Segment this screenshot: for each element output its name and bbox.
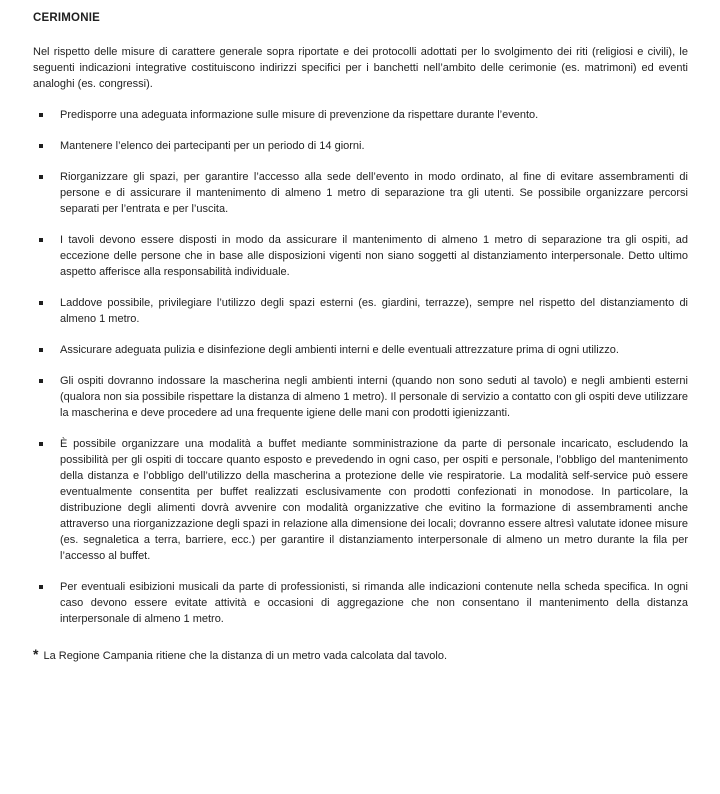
list-item-5: [33, 295, 688, 327]
list-item-9: [33, 579, 688, 627]
list-item-text: Predisporre una adeguata informazione sulle misure di prevenzione da rispettare durante l’evento.: [60, 109, 539, 121]
list-item-text: Mantenere l’elenco dei partecipanti per un periodo di 14 giorni.: [60, 140, 365, 152]
bullet-cell: [33, 579, 60, 627]
list-item-1: [33, 107, 688, 123]
list-item-8: [33, 436, 688, 564]
list-item-text: Laddove possibile, privilegiare l’utilizzo degli spazi esterni (es. giardini, terrazze), sempre nel rispetto del distanziamento di almeno 1 metro.: [60, 297, 688, 325]
bullet-cell: [33, 169, 60, 217]
list-item-text: È possibile organizzare una modalità a buffet mediante somministrazione da parte di personale incaricato, escludendo la possibilità per gli ospiti di toccare quanto esposto e prevedendo in ogni caso, per ospiti e personale, l’obbligo del mantenimento della distanza e l’obbligo dell’utilizzo della mascherina a protezione delle vie respiratorie. La modalità self-service può essere eventualmente consentita per buffet realizzati esclusivamente con prodotti confezionati in monodose. In particolare, la distribuzione degli alimenti dovrà avvenire con modalità organizzative che evitino la formazione di assembramenti anche attraverso una riorganizzazione degli spazi in relazione alla dimensione dei locali; dovranno essere altresì valutate idonee misure (es. segnaletica a terra, barriere, ecc.) per garantire il distanziamento interpersonale di almeno un metro durante la fila per l’accesso al buffet.: [60, 438, 688, 562]
footnote-asterisk-icon: *: [33, 646, 39, 662]
bullet-cell: [33, 342, 60, 358]
list-item-text: Gli ospiti dovranno indossare la mascherina negli ambienti interni (quando non sono seduti al tavolo) e negli ambienti esterni (qualora non sia possibile rispettare la distanza di almeno 1 metro). Il personale di servizio a contatto con gli ospiti deve utilizzare la mascherina e deve procedere ad una frequente igiene delle mani con prodotti igienizzanti.: [60, 375, 688, 419]
list-item-text: Per eventuali esibizioni musicali da parte di professionisti, si rimanda alle indicazioni contenute nella scheda specifica. In ogni caso devono essere evitate attività e occasioni di aggregazione che non consentano il mantenimento della distanza interpersonale di almeno 1 metro.: [60, 581, 688, 625]
list-item-7: [33, 373, 688, 421]
bullet-cell: [33, 295, 60, 327]
bullet-icon: [39, 238, 43, 242]
list-item-text: I tavoli devono essere disposti in modo da assicurare il mantenimento di almeno 1 metro di separazione tra gli ospiti, ad eccezione delle persone che in base alle disposizioni vigenti non siano soggetti al distanziamento interpersonale. Detto ultimo aspetto afferisce alla responsabilità individuale.: [60, 234, 688, 278]
list-item-6: [33, 342, 688, 358]
list-item-text: Assicurare adeguata pulizia e disinfezione degli ambienti interni e delle eventuali attrezzature prima di ogni utilizzo.: [60, 344, 619, 356]
bullet-cell: [33, 232, 60, 280]
list-item-3: [33, 169, 688, 217]
list-item-text: Riorganizzare gli spazi, per garantire l’accesso alla sede dell’evento in modo ordinato, al fine di evitare assembramenti di persone e di assicurare il mantenimento di almeno 1 metro di separazione tra gli utenti. Se possibile organizzare percorsi separati per l’entrata e per l’uscita.: [60, 171, 688, 215]
footnote: [33, 646, 688, 664]
intro-paragraph: Nel rispetto delle misure di carattere generale sopra riportate e dei protocolli adottati per lo svolgimento dei riti (religiosi e civili), le seguenti indicazioni integrative costituiscono indirizzi specifici per i banchetti nell’ambito delle cerimonie (es. matrimoni) ed eventi analoghi (es. congressi).: [33, 46, 688, 90]
bullet-icon: [39, 348, 43, 352]
bullet-icon: [39, 175, 43, 179]
list-item-2: [33, 138, 688, 154]
bullet-icon: [39, 379, 43, 383]
bullet-icon: [39, 585, 43, 589]
bullet-icon: [39, 442, 43, 446]
bullet-cell: [33, 138, 60, 154]
bullet-icon: [39, 113, 43, 117]
footnote-text: La Regione Campania ritiene che la distanza di un metro vada calcolata dal tavolo.: [43, 650, 448, 662]
bullet-cell: [33, 436, 60, 564]
bullet-icon: [39, 301, 43, 305]
bullet-icon: [39, 144, 43, 148]
page-title: CERIMONIE: [33, 12, 100, 24]
bullet-cell: [33, 373, 60, 421]
list-item-4: [33, 232, 688, 280]
bullet-list: [33, 107, 688, 627]
bullet-cell: [33, 107, 60, 123]
